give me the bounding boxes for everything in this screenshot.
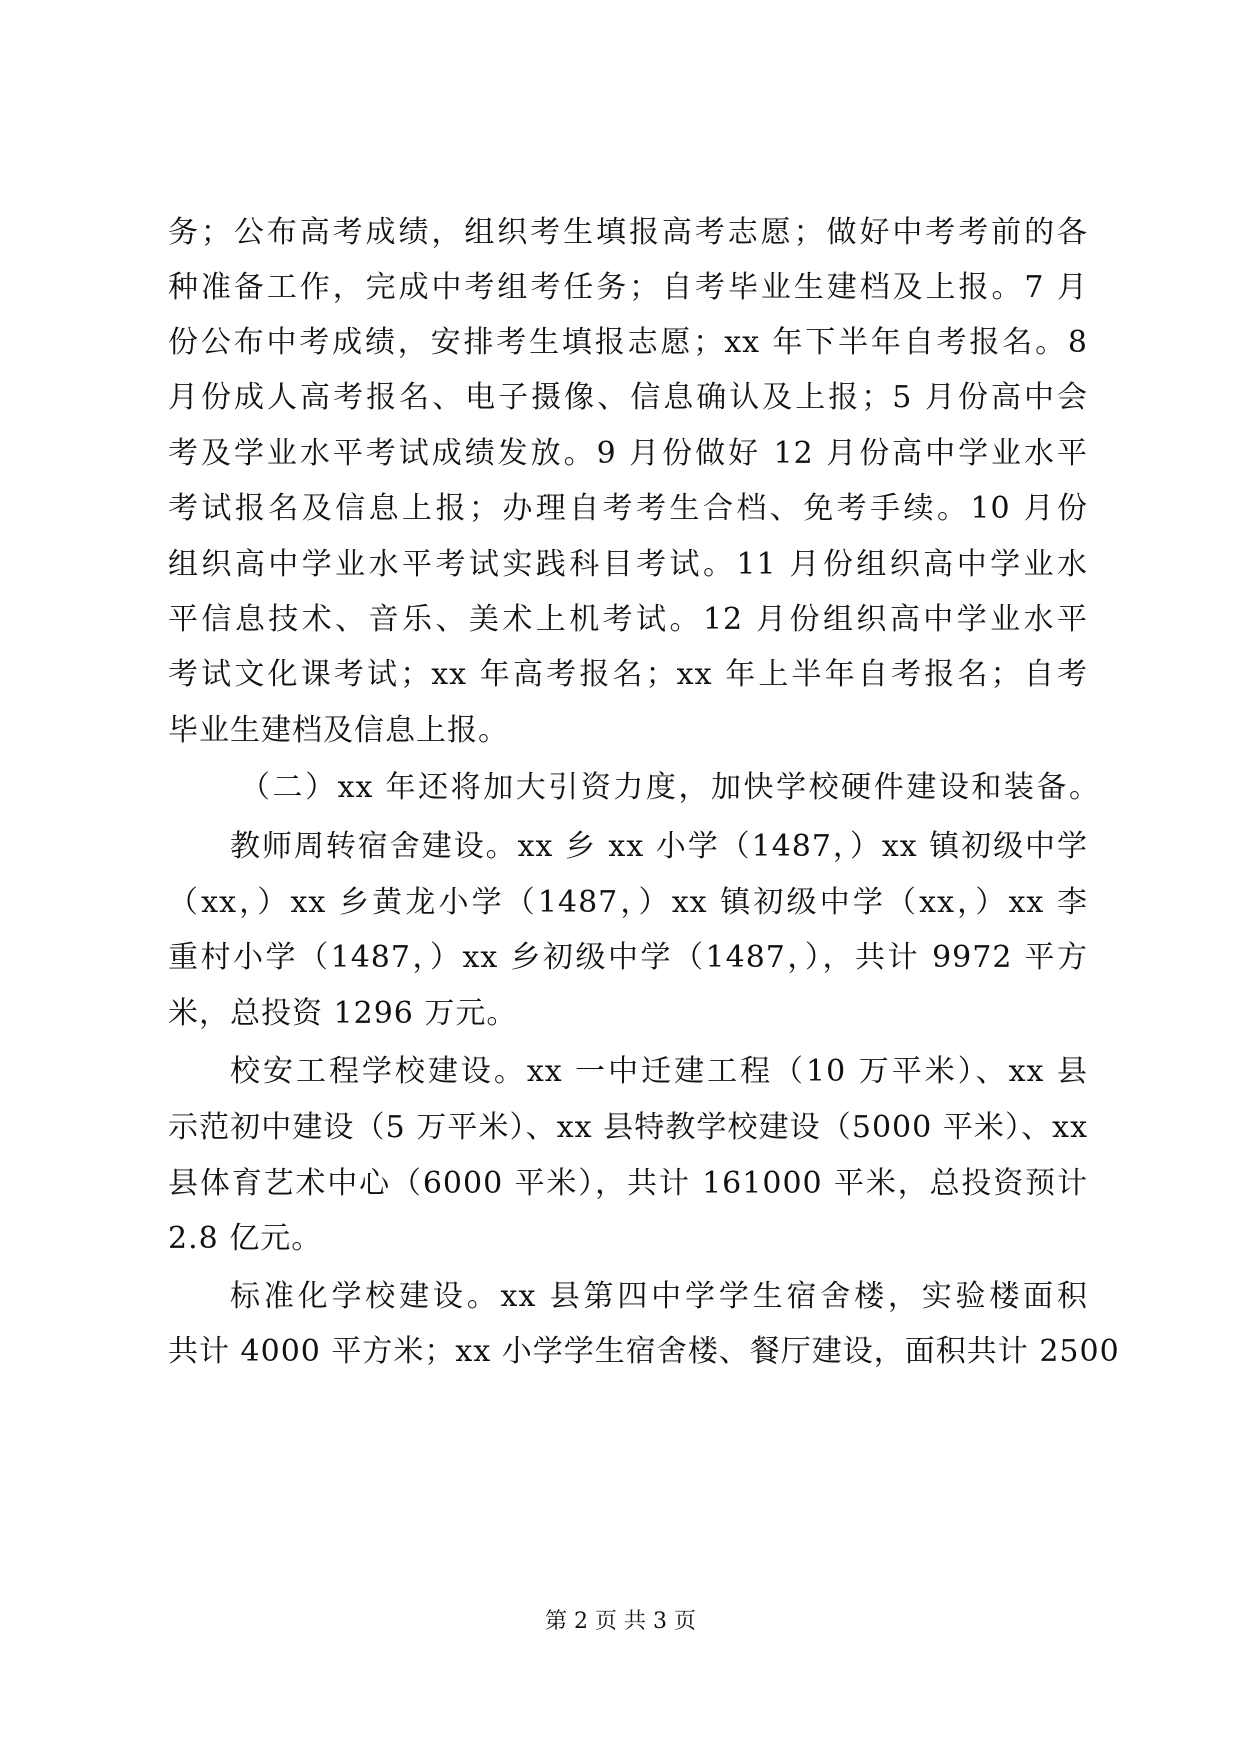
text-line: 重村小学（1487，）xx 乡初级中学（1487，），共计 9972 平方 bbox=[168, 940, 1088, 975]
text-line: 月份成人高考报名、电子摄像、信息确认及上报；5 月份高中会 bbox=[168, 380, 1088, 415]
text-line: 毕业生建档及信息上报。 bbox=[168, 713, 509, 748]
text-line: （xx，）xx 乡黄龙小学（1487，）xx 镇初级中学（xx，）xx 李 bbox=[168, 885, 1088, 920]
text-line: 共计 4000 平方米；xx 小学学生宿舍楼、餐厅建设，面积共计 2500 bbox=[168, 1334, 1120, 1369]
text-line: 2.8 亿元。 bbox=[168, 1221, 323, 1256]
text-line: 考试文化课考试；xx 年高考报名；xx 年上半年自考报名；自考 bbox=[168, 657, 1088, 692]
text-line: 考及学业水平考试成绩发放。9 月份做好 12 月份高中学业水平 bbox=[168, 436, 1088, 471]
text-line: 平信息技术、音乐、美术上机考试。12 月份组织高中学业水平 bbox=[168, 602, 1088, 637]
section-heading: （二）xx 年还将加大引资力度，加快学校硬件建设和装备。 bbox=[240, 770, 1100, 805]
paragraph-heading-line: 校安工程学校建设。xx 一中迁建工程（10 万平米）、xx 县 bbox=[230, 1054, 1088, 1089]
text-line: 组织高中学业水平考试实践科目考试。11 月份组织高中学业水 bbox=[168, 547, 1088, 582]
text-line: 种准备工作，完成中考组考任务；自考毕业生建档及上报。7 月 bbox=[168, 270, 1088, 305]
text-line: 份公布中考成绩，安排考生填报志愿；xx 年下半年自考报名。8 bbox=[168, 325, 1088, 360]
page-footer: 第 2 页 共 3 页 bbox=[545, 1609, 696, 1634]
text-line: 考试报名及信息上报；办理自考考生合档、免考手续。10 月份 bbox=[168, 491, 1088, 526]
text-line: 县体育艺术中心（6000 平米），共计 161000 平米，总投资预计 bbox=[168, 1166, 1088, 1201]
text-line: 米，总投资 1296 万元。 bbox=[168, 996, 518, 1031]
text-line: 示范初中建设（5 万平米）、xx 县特教学校建设（5000 平米）、xx bbox=[168, 1110, 1088, 1145]
paragraph-heading-line: 教师周转宿舍建设。xx 乡 xx 小学（1487，）xx 镇初级中学 bbox=[230, 829, 1088, 864]
text-line: 务；公布高考成绩，组织考生填报高考志愿；做好中考考前的各 bbox=[168, 215, 1088, 250]
paragraph-heading-line: 标准化学校建设。xx 县第四中学学生宿舍楼，实验楼面积 bbox=[230, 1279, 1088, 1314]
